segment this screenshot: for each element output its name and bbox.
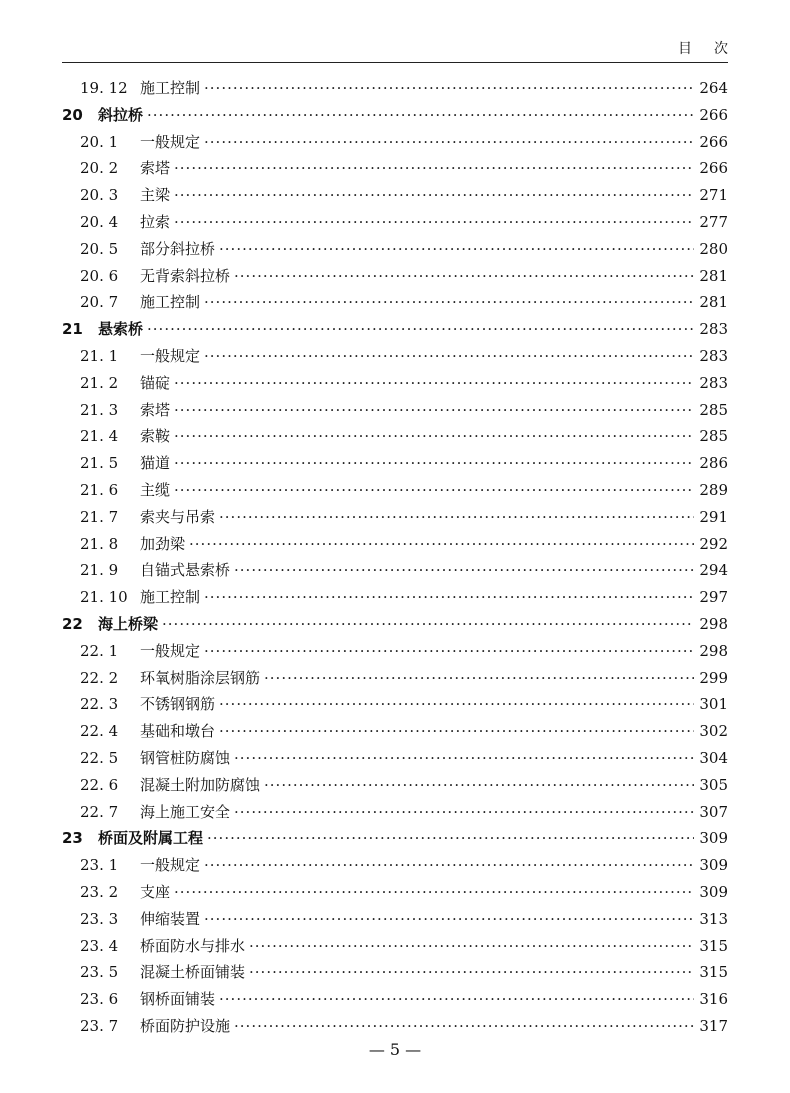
entry-page-number: 266 [699,132,728,151]
dot-leader [219,504,694,531]
entry-page-number: 294 [699,561,728,580]
dot-leader [162,611,694,638]
dot-leader [264,665,694,692]
entry-number: 21. 8 [80,534,119,553]
entry-title: 伸缩装置 [140,909,201,928]
entry-number: 23. 2 [80,882,119,901]
entry-title: 施工控制 [140,293,201,312]
entry-page-number: 315 [699,936,728,955]
entry-number: 21. 7 [80,507,119,526]
entry-page-number: 271 [699,186,728,205]
running-header-title: 目次 [678,41,750,57]
dot-leader [174,209,694,236]
entry-number: 23 [62,829,83,848]
entry-title: 索塔 [140,400,171,419]
toc-section-entry [62,852,728,879]
entry-number: 23. 3 [80,909,119,928]
entry-page-number: 307 [699,802,728,821]
entry-number: 21. 9 [80,561,119,580]
entry-title: 无背索斜拉桥 [140,266,231,285]
entry-number: 23. 6 [80,990,119,1009]
entry-number: 20. 3 [80,186,119,205]
entry-number: 21. 5 [80,454,119,473]
dot-leader [234,745,694,772]
toc-chapter-entry [62,316,728,343]
entry-title: 海上桥梁 [98,614,159,633]
dot-leader [174,370,694,397]
toc-section-entry [62,718,728,745]
entry-number: 20. 1 [80,132,119,151]
dot-leader [234,799,694,826]
entry-title: 索塔 [140,159,171,178]
entry-number: 22. 6 [80,775,119,794]
dot-leader [204,289,694,316]
entry-page-number: 298 [699,641,728,660]
toc-section-entry [62,584,728,611]
dot-leader [249,933,694,960]
dot-leader [174,879,694,906]
table-of-contents [62,75,728,1040]
dot-leader [204,906,694,933]
entry-number: 21. 6 [80,480,119,499]
toc-section-entry [62,986,728,1013]
entry-title: 不锈钢钢筋 [140,695,216,714]
entry-title: 索鞍 [140,427,171,446]
toc-section-entry [62,343,728,370]
entry-number: 20. 4 [80,212,119,231]
toc-section-entry [62,209,728,236]
entry-title: 桥面防护设施 [140,1016,231,1035]
entry-number: 23. 1 [80,856,119,875]
dot-leader [234,557,694,584]
dot-leader [219,236,694,263]
dot-leader [234,1013,694,1040]
entry-page-number: 286 [699,454,728,473]
entry-title: 施工控制 [140,588,201,607]
dot-leader [204,638,694,665]
dot-leader [147,316,694,343]
entry-title: 主缆 [140,480,171,499]
dot-leader [174,182,694,209]
dot-leader [234,263,694,290]
entry-number: 20 [62,105,83,124]
header-divider [62,62,728,63]
entry-title: 基础和墩台 [140,722,216,741]
entry-number: 22. 7 [80,802,119,821]
entry-number: 20. 7 [80,293,119,312]
dot-leader [204,129,694,156]
entry-page-number: 301 [699,695,728,714]
entry-page-number: 309 [699,882,728,901]
toc-section-entry [62,504,728,531]
entry-number: 20. 5 [80,239,119,258]
entry-title: 钢管桩防腐蚀 [140,748,231,767]
entry-title: 混凝土附加防腐蚀 [140,775,261,794]
dot-leader [204,584,694,611]
entry-title: 桥面防水与排水 [140,936,246,955]
entry-number: 21. 10 [80,588,128,607]
entry-number: 22. 5 [80,748,119,767]
entry-page-number: 304 [699,748,728,767]
entry-page-number: 283 [699,320,728,339]
page-number: — 5 — [368,1040,422,1059]
entry-page-number: 266 [699,159,728,178]
entry-page-number: 309 [699,856,728,875]
entry-page-number: 309 [699,829,728,848]
dot-leader [219,986,694,1013]
dot-leader [174,423,694,450]
toc-section-entry [62,933,728,960]
toc-section-entry [62,236,728,263]
entry-page-number: 302 [699,722,728,741]
entry-page-number: 317 [699,1016,728,1035]
entry-title: 加劲梁 [140,534,186,553]
entry-number: 22. 4 [80,722,119,741]
dot-leader [264,772,694,799]
entry-title: 施工控制 [140,79,201,97]
entry-number: 21 [62,320,83,339]
entry-page-number: 316 [699,990,728,1009]
toc-section-entry [62,182,728,209]
entry-page-number: 283 [699,373,728,392]
entry-title: 拉索 [140,212,171,231]
entry-page-number: 299 [699,668,728,687]
entry-number: 23. 4 [80,936,119,955]
entry-title: 猫道 [140,454,171,473]
entry-title: 桥面及附属工程 [98,829,204,848]
toc-section-entry [62,1013,728,1040]
toc-section-entry [62,557,728,584]
entry-number: 20. 6 [80,266,119,285]
entry-title: 索夹与吊索 [140,507,216,526]
entry-title: 锚碇 [140,373,171,392]
entry-page-number: 281 [699,266,728,285]
entry-number: 21. 3 [80,400,119,419]
toc-section-entry [62,370,728,397]
entry-page-number: 297 [699,588,728,607]
entry-page-number: 291 [699,507,728,526]
entry-title: 支座 [140,882,171,901]
entry-number: 23. 5 [80,963,119,982]
toc-section-entry [62,423,728,450]
toc-section-entry [62,450,728,477]
toc-section-entry [62,263,728,290]
entry-page-number: 298 [699,614,728,633]
entry-number: 21. 1 [80,346,119,365]
entry-title: 斜拉桥 [98,105,144,124]
toc-section-entry [62,289,728,316]
entry-number: 22 [62,614,83,633]
entry-title: 悬索桥 [98,320,144,339]
toc-section-entry [62,906,728,933]
entry-number: 21. 4 [80,427,119,446]
dot-leader [204,852,694,879]
dot-leader [174,450,694,477]
toc-section-entry [62,531,728,558]
entry-page-number: 289 [699,480,728,499]
dot-leader [174,477,694,504]
dot-leader [147,102,694,129]
toc-section-entry [62,477,728,504]
dot-leader [219,691,694,718]
entry-title: 混凝土桥面铺装 [140,963,246,982]
toc-section-entry [62,129,728,156]
toc-section-entry [62,772,728,799]
entry-page-number: 292 [699,534,728,553]
entry-number: 21. 2 [80,373,119,392]
entry-page-number: 305 [699,775,728,794]
entry-number: 22. 3 [80,695,119,714]
entry-title: 一般规定 [140,346,201,365]
toc-chapter-entry [62,102,728,129]
entry-title: 部分斜拉桥 [140,239,216,258]
entry-title: 海上施工安全 [140,802,231,821]
dot-leader [174,155,694,182]
entry-page-number: 285 [699,427,728,446]
entry-title: 一般规定 [140,641,201,660]
entry-page-number: 285 [699,400,728,419]
entry-number: 23. 7 [80,1016,119,1035]
entry-page-number: 281 [699,293,728,312]
entry-page-number: 315 [699,963,728,982]
entry-page-number: 266 [699,105,728,124]
entry-number: 20. 2 [80,159,119,178]
entry-page-number: 313 [699,909,728,928]
entry-title: 环氧树脂涂层钢筋 [140,668,261,687]
toc-section-entry [62,75,728,102]
toc-section-entry [62,959,728,986]
entry-title: 一般规定 [140,856,201,875]
toc-section-entry [62,155,728,182]
toc-section-entry [62,799,728,826]
toc-chapter-entry [62,611,728,638]
entry-number: 19. 12 [80,79,128,97]
entry-title: 主梁 [140,186,171,205]
entry-title: 一般规定 [140,132,201,151]
toc-section-entry [62,397,728,424]
toc-section-entry [62,691,728,718]
dot-leader [249,959,694,986]
dot-leader [204,75,694,102]
toc-chapter-entry [62,825,728,852]
dot-leader [189,531,694,558]
entry-number: 22. 1 [80,641,119,660]
toc-section-entry [62,665,728,692]
entry-title: 钢桥面铺装 [140,990,216,1009]
entry-title: 自锚式悬索桥 [140,561,231,580]
entry-number: 22. 2 [80,668,119,687]
toc-section-entry [62,879,728,906]
entry-page-number: 264 [699,79,728,97]
dot-leader [207,825,694,852]
dot-leader [219,718,694,745]
dot-leader [204,343,694,370]
entry-page-number: 280 [699,239,728,258]
entry-page-number: 283 [699,346,728,365]
dot-leader [174,397,694,424]
toc-section-entry [62,638,728,665]
toc-section-entry [62,745,728,772]
entry-page-number: 277 [699,212,728,231]
